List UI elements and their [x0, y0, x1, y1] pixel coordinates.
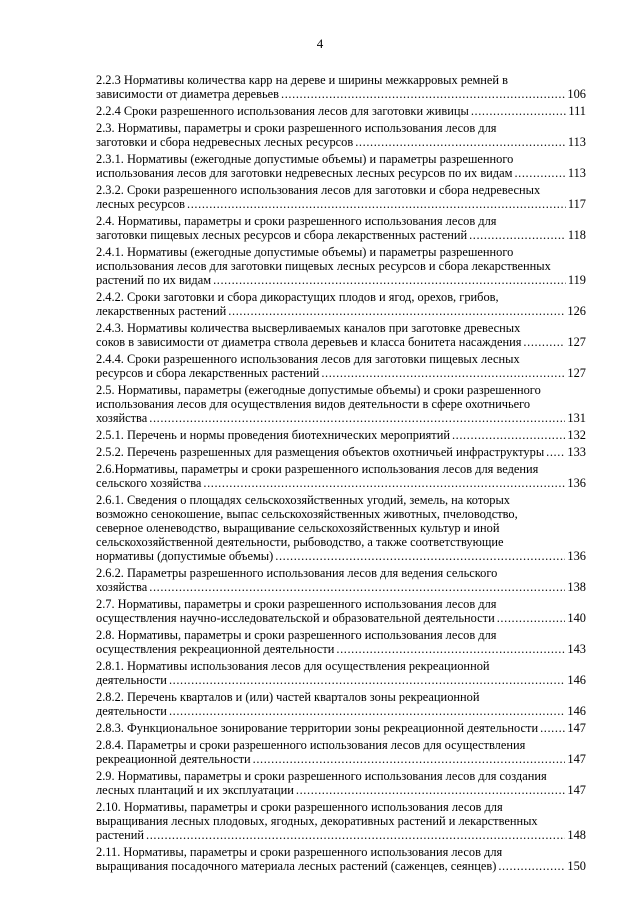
- page-number: 4: [316, 36, 324, 51]
- toc-entry-last-line: [96, 428, 586, 442]
- toc-page-number: 140: [567, 611, 586, 625]
- toc-entry-last-line: [96, 335, 586, 349]
- toc-entry-title-end: 2.5.2. Перечень разрешенных для размещения объектов охотничьей инфраструктуры: [96, 445, 545, 459]
- dot-leader: [275, 549, 565, 563]
- toc-entry-title-line: использования лесов для осуществления видов деятельности в сфере охотничьего: [96, 397, 531, 411]
- toc-entry-title-line: 2.4.2. Сроки заготовки и сбора дикорастущих плодов и ягод, орехов, грибов,: [96, 290, 499, 304]
- toc-page-number: 131: [567, 411, 586, 425]
- toc-page-number: 133: [567, 445, 586, 459]
- toc-entry-title-line: 2.3. Нормативы, параметры и сроки разрешенного использования лесов для: [96, 121, 497, 135]
- toc-entry-title-end: растений: [96, 828, 145, 842]
- toc-entry-title-end: ресурсов и сбора лекарственных растений: [96, 366, 320, 380]
- dot-leader: [540, 721, 565, 735]
- toc-entry-title-end: 2.2.4 Сроки разрешенного использования лесов для заготовки живицы: [96, 104, 469, 118]
- toc-entry-title-line: использования лесов для заготовки пищевых лесных ресурсов и сбора лекарственных: [96, 259, 551, 273]
- dot-leader: [498, 859, 565, 873]
- toc-entry-title-line: 2.4. Нормативы, параметры и сроки разрешенного использования лесов для: [96, 214, 497, 228]
- toc-entry-last-line: [96, 135, 586, 149]
- toc-entry-title-line: 2.8.2. Перечень кварталов и (или) частей кварталов зоны рекреационной: [96, 690, 480, 704]
- toc-entry-last-line: [96, 549, 586, 563]
- dot-leader: [523, 335, 565, 349]
- toc-entry-last-line: [96, 304, 586, 318]
- toc-entry-last-line: [96, 783, 586, 797]
- toc-entry-last-line: [96, 445, 586, 459]
- toc-entry-last-line: [96, 828, 586, 842]
- dot-leader: [253, 752, 566, 766]
- toc-entry[interactable]: [96, 628, 586, 656]
- dot-leader: [546, 445, 565, 459]
- toc-page-number: 148: [567, 828, 586, 842]
- dot-leader: [469, 228, 566, 242]
- toc-entry[interactable]: [96, 428, 586, 442]
- toc-page-number: 126: [567, 304, 586, 318]
- toc-entry-last-line: [96, 752, 586, 766]
- toc-entry-title-line: 2.8.1. Нормативы использования лесов для осуществления рекреационной: [96, 659, 490, 673]
- toc-entry[interactable]: [96, 152, 586, 180]
- toc-page-number: 127: [567, 335, 586, 349]
- toc-page-number: 143: [567, 642, 586, 656]
- toc-entry[interactable]: [96, 659, 586, 687]
- toc-entry-title-line: 2.3.2. Сроки разрешенного использования лесов для заготовки и сбора недревесных: [96, 183, 541, 197]
- toc-entry-title-end: заготовки пищевых лесных ресурсов и сбора лекарственных растений: [96, 228, 468, 242]
- dot-leader: [296, 783, 566, 797]
- dot-leader: [169, 704, 565, 718]
- dot-leader: [321, 366, 565, 380]
- toc-entry-title-line: 2.6.1. Сведения о площадях сельскохозяйственных угодий, земель, на которых: [96, 493, 510, 507]
- toc-entry-title-line: 2.2.3 Нормативы количества карр на дереве и ширины межкарровых ремней в: [96, 73, 508, 87]
- toc-entry-title-end: хозяйства: [96, 580, 148, 594]
- toc-entry-last-line: [96, 273, 586, 287]
- dot-leader: [228, 304, 565, 318]
- toc-entry[interactable]: [96, 245, 586, 287]
- toc-entry-title-line: 2.5. Нормативы, параметры (ежегодные допустимые объемы) и сроки разрешенного: [96, 383, 541, 397]
- table-of-contents: [96, 73, 586, 876]
- toc-entry[interactable]: [96, 845, 586, 873]
- toc-entry[interactable]: [96, 104, 586, 118]
- toc-entry-last-line: [96, 673, 586, 687]
- toc-page-number: 146: [567, 673, 586, 687]
- toc-entry-last-line: [96, 104, 586, 118]
- toc-entry-title-line: 2.8.4. Параметры и сроки разрешенного использования лесов для осуществления: [96, 738, 526, 752]
- dot-leader: [355, 135, 566, 149]
- toc-entry-title-line: возможно сенокошение, выпас сельскохозяйственных животных, пчеловодство,: [96, 507, 518, 521]
- toc-page-number: 147: [567, 721, 586, 735]
- toc-entry-title-line: 2.4.1. Нормативы (ежегодные допустимые объемы) и параметры разрешенного: [96, 245, 514, 259]
- toc-entry-title-line: выращивания лесных плодовых, ягодных, декоративных растений и лекарственных: [96, 814, 538, 828]
- toc-entry-title-end: осуществления рекреационной деятельности: [96, 642, 335, 656]
- toc-entry-last-line: [96, 476, 586, 490]
- toc-entry-title-line: 2.6.2. Параметры разрешенного использования лесов для ведения сельского: [96, 566, 498, 580]
- toc-entry-title-end: заготовки и сбора недревесных лесных ресурсов: [96, 135, 354, 149]
- toc-page-number: 147: [567, 752, 586, 766]
- toc-entry[interactable]: [96, 121, 586, 149]
- toc-entry-title-end: деятельности: [96, 704, 167, 718]
- dot-leader: [336, 642, 565, 656]
- toc-page-number: 106: [567, 87, 586, 101]
- dot-leader: [146, 828, 565, 842]
- toc-page-number: 146: [567, 704, 586, 718]
- dot-leader: [514, 166, 565, 180]
- dot-leader: [281, 87, 565, 101]
- toc-entry-title-line: северное оленеводство, выращивание сельскохозяйственных культур и иной: [96, 521, 500, 535]
- dot-leader: [149, 411, 565, 425]
- dot-leader: [149, 580, 565, 594]
- toc-entry-title-end: нормативы (допустимые объемы): [96, 549, 274, 563]
- toc-entry-last-line: [96, 87, 586, 101]
- dot-leader: [452, 428, 565, 442]
- toc-entry-title-end: растений по их видам: [96, 273, 212, 287]
- toc-entry-title-line: 2.10. Нормативы, параметры и сроки разрешенного использования лесов для: [96, 800, 503, 814]
- dot-leader: [187, 197, 566, 211]
- toc-page-number: 119: [567, 273, 586, 287]
- toc-entry[interactable]: [96, 383, 586, 425]
- toc-page-number: 138: [567, 580, 586, 594]
- toc-entry-title-line: 2.3.1. Нормативы (ежегодные допустимые объемы) и параметры разрешенного: [96, 152, 514, 166]
- toc-page-number: 150: [567, 859, 586, 873]
- toc-entry-title-line: 2.8. Нормативы, параметры и сроки разрешенного использования лесов для: [96, 628, 497, 642]
- toc-entry-title-end: осуществления научно-исследовательской и образовательной деятельности: [96, 611, 495, 625]
- toc-page-number: 127: [567, 366, 586, 380]
- toc-entry-title-end: сельского хозяйства: [96, 476, 202, 490]
- toc-page-number: 111: [568, 104, 586, 118]
- toc-entry-title-end: лесных плантаций и их эксплуатации: [96, 783, 294, 797]
- toc-page-number: 118: [567, 228, 586, 242]
- toc-entry-title-end: лекарственных растений: [96, 304, 227, 318]
- toc-entry[interactable]: [96, 721, 586, 735]
- toc-entry[interactable]: [96, 462, 586, 490]
- toc-entry-title-end: выращивания посадочного материала лесных растений (саженцев, сеянцев): [96, 859, 497, 873]
- toc-page-number: 136: [567, 549, 586, 563]
- toc-entry-last-line: [96, 197, 586, 211]
- toc-entry-title-end: соков в зависимости от диаметра ствола деревьев и класса бонитета насаждения: [96, 335, 522, 349]
- toc-entry-last-line: [96, 704, 586, 718]
- toc-entry-title-line: 2.7. Нормативы, параметры и сроки разрешенного использования лесов для: [96, 597, 497, 611]
- toc-entry[interactable]: [96, 800, 586, 842]
- toc-entry-last-line: [96, 411, 586, 425]
- toc-entry-title-end: 2.8.3. Функциональное зонирование территории зоны рекреационной деятельности: [96, 721, 539, 735]
- toc-page-number: 117: [567, 197, 586, 211]
- toc-entry-last-line: [96, 580, 586, 594]
- toc-entry[interactable]: [96, 73, 586, 101]
- toc-entry-last-line: [96, 228, 586, 242]
- toc-page-number: 147: [567, 783, 586, 797]
- toc-entry-last-line: [96, 611, 586, 625]
- dot-leader: [497, 611, 566, 625]
- toc-entry-title-line: 2.4.3. Нормативы количества высверливаемых каналов при заготовке древесных: [96, 321, 521, 335]
- toc-entry-title-end: рекреационной деятельности: [96, 752, 251, 766]
- toc-entry-title-line: 2.6.Нормативы, параметры и сроки разрешенного использования лесов для ведения: [96, 462, 539, 476]
- toc-entry-last-line: [96, 859, 586, 873]
- toc-entry-title-end: использования лесов для заготовки недревесных лесных ресурсов по их видам: [96, 166, 513, 180]
- dot-leader: [203, 476, 565, 490]
- toc-entry[interactable]: [96, 214, 586, 242]
- toc-page-number: 136: [567, 476, 586, 490]
- toc-entry[interactable]: [96, 738, 586, 766]
- toc-entry[interactable]: [96, 352, 586, 380]
- toc-entry-last-line: [96, 166, 586, 180]
- toc-entry-title-line: 2.4.4. Сроки разрешенного использования лесов для заготовки пищевых лесных: [96, 352, 520, 366]
- toc-entry-title-end: зависимости от диаметра деревьев: [96, 87, 280, 101]
- toc-entry-last-line: [96, 642, 586, 656]
- toc-entry-last-line: [96, 721, 586, 735]
- toc-entry[interactable]: [96, 597, 586, 625]
- toc-entry-title-end: лесных ресурсов: [96, 197, 186, 211]
- toc-entry[interactable]: [96, 493, 586, 563]
- toc-page-number: 113: [567, 135, 586, 149]
- toc-entry[interactable]: [96, 769, 586, 797]
- toc-entry[interactable]: [96, 566, 586, 594]
- toc-entry[interactable]: [96, 445, 586, 459]
- toc-entry-last-line: [96, 366, 586, 380]
- dot-leader: [213, 273, 566, 287]
- toc-entry-title-end: 2.5.1. Перечень и нормы проведения биотехнических мероприятий: [96, 428, 450, 442]
- toc-entry-title-line: 2.11. Нормативы, параметры и сроки разрешенного использования лесов для: [96, 845, 503, 859]
- toc-entry-title-end: хозяйства: [96, 411, 148, 425]
- toc-page-number: 132: [567, 428, 586, 442]
- toc-entry[interactable]: [96, 290, 586, 318]
- toc-entry[interactable]: [96, 183, 586, 211]
- toc-entry[interactable]: [96, 321, 586, 349]
- toc-entry-title-line: 2.9. Нормативы, параметры и сроки разрешенного использования лесов для создания: [96, 769, 547, 783]
- toc-entry-title-line: сельскохозяйственной деятельности, рыбоводство, а также соответствующие: [96, 535, 504, 549]
- toc-page-number: 113: [567, 166, 586, 180]
- toc-entry[interactable]: [96, 690, 586, 718]
- toc-entry-title-end: деятельности: [96, 673, 167, 687]
- dot-leader: [471, 104, 567, 118]
- dot-leader: [169, 673, 565, 687]
